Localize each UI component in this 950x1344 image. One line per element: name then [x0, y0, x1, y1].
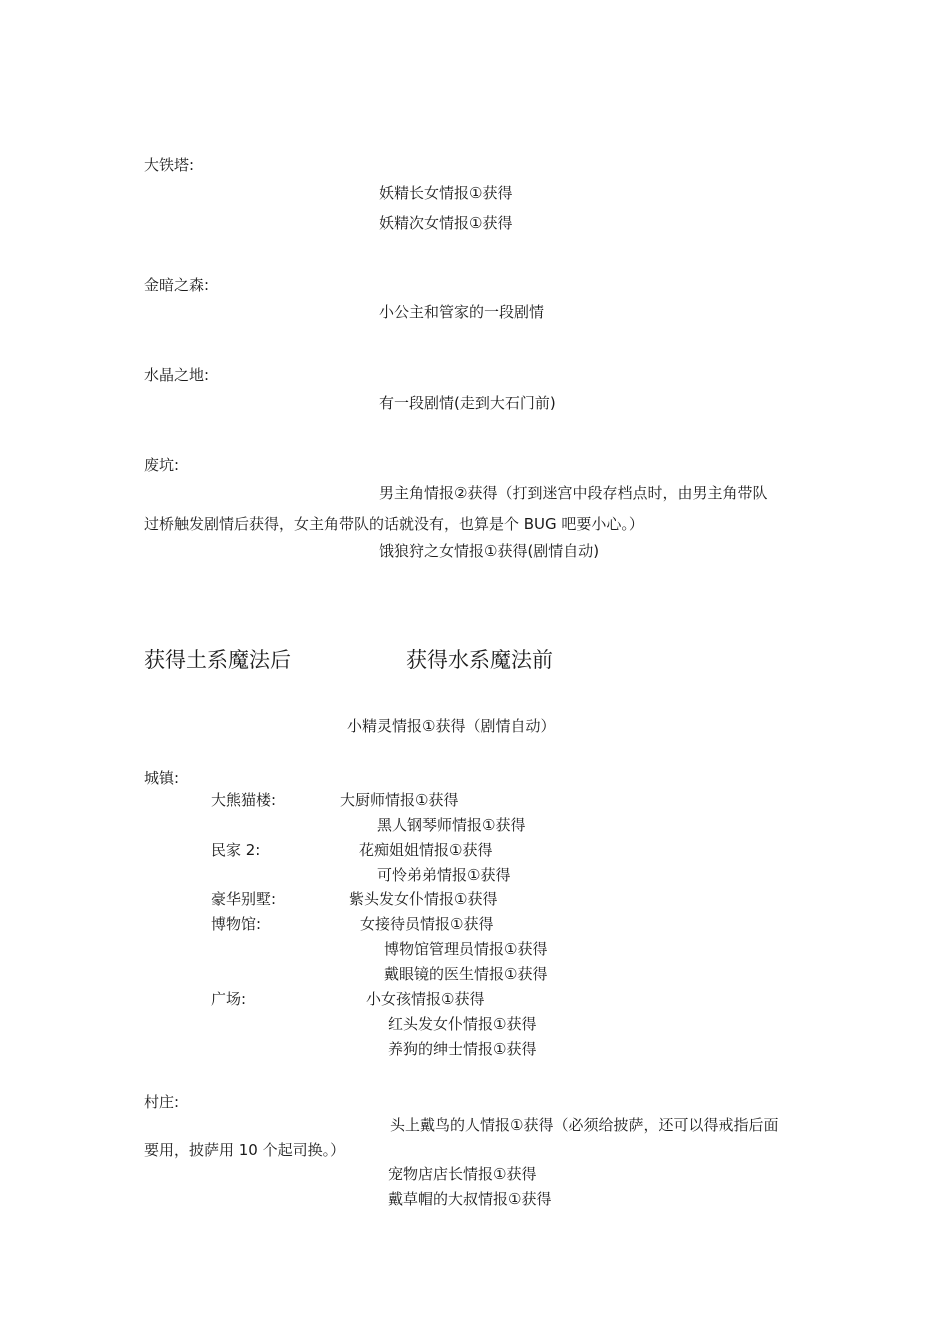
section-heading-pit: 废坑: [144, 456, 180, 474]
list-item: 博物馆管理员情报①获得 [384, 940, 548, 958]
list-item: 有一段剧情(走到大石门前) [379, 394, 556, 412]
place-name-museum: 博物馆: [211, 915, 262, 933]
list-item: 可怜弟弟情报①获得 [377, 866, 511, 884]
list-item: 花痴姐姐情报①获得 [359, 841, 493, 859]
list-item: 戴草帽的大叔情报①获得 [388, 1190, 552, 1208]
section-heading-forest: 金暗之森: [144, 276, 210, 294]
list-item: 紫头发女仆情报①获得 [349, 890, 498, 908]
list-item: 大厨师情报①获得 [340, 791, 459, 809]
list-item: 小公主和管家的一段剧情 [379, 303, 545, 321]
section-heading-crystal: 水晶之地: [144, 366, 210, 384]
list-item: 戴眼镜的医生情报①获得 [384, 965, 548, 983]
list-item-line: 要用，披萨用 10 个起司换。） [144, 1141, 346, 1159]
place-name-bear: 大熊猫楼: [211, 791, 277, 809]
list-item: 黑人钢琴师情报①获得 [377, 816, 526, 834]
place-name-villa: 豪华别墅: [211, 890, 277, 908]
place-name-house: 民家 2: [211, 841, 261, 859]
list-item: 妖精次女情报①获得 [379, 214, 513, 232]
phase-heading-earth: 获得土系魔法后 [144, 648, 291, 672]
list-item: 宠物店店长情报①获得 [388, 1165, 537, 1183]
list-item: 女接待员情报①获得 [360, 915, 494, 933]
list-item-line: 头上戴鸟的人情报①获得（必须给披萨，还可以得戒指后面 [390, 1116, 779, 1134]
list-item: 红头发女仆情报①获得 [388, 1015, 537, 1033]
list-item: 小女孩情报①获得 [366, 990, 485, 1008]
list-item: 养狗的绅士情报①获得 [388, 1040, 537, 1058]
section-heading-town: 城镇: [144, 769, 180, 787]
list-item: 饿狼狩之女情报①获得(剧情自动) [379, 542, 600, 560]
phase-heading-water: 获得水系魔法前 [406, 648, 553, 672]
list-item-line: 男主角情报②获得（打到迷宫中段存档点时，由男主角带队 [379, 484, 768, 502]
place-name-square: 广场: [211, 990, 247, 1008]
list-item-line: 过桥触发剧情后获得，女主角带队的话就没有，也算是个 BUG 吧要小心。） [144, 515, 644, 533]
section-heading-village: 村庄: [144, 1093, 180, 1111]
auto-event-note: 小精灵情报①获得（剧情自动） [347, 717, 556, 735]
section-heading-tower: 大铁塔: [144, 156, 195, 174]
list-item: 妖精长女情报①获得 [379, 184, 513, 202]
